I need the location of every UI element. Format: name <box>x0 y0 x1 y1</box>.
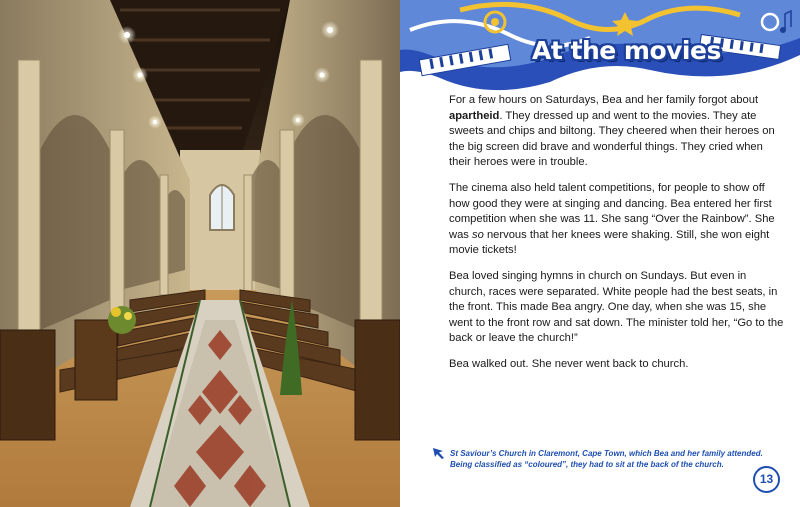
page-title: At the movies <box>532 36 721 65</box>
right-page <box>400 0 800 507</box>
page-number: 13 <box>753 466 780 493</box>
pointer-arrow-icon <box>432 447 445 459</box>
keyword-apartheid: apartheid <box>449 109 500 122</box>
emphasis-so: so <box>472 228 484 241</box>
paragraph-1-end: . They dressed up and went to the movies. They ate sweets and chips and biltong. They cheered when their heroes on the big screen did brave and wonderful things. They cried when their heroes were in trouble. <box>449 109 775 169</box>
paragraph-4: Bea walked out. She never went back to church. <box>449 357 689 370</box>
paragraph-2-start: The cinema also held talent competitions, for people to show off how good they were at singing and dancing. Bea entered her first competition when she was 11. She sang “Over the Rainbow”. She was <box>449 181 775 241</box>
caption-text: St Saviour’s Church in Claremont, Cape Town, which Bea and her family attended. Being classified as “coloured”, they had to sit at the back of the church. <box>450 449 763 469</box>
paragraph-2-end: nervous that her knees were shaking. Still, she won eight movie tickets! <box>449 228 770 257</box>
paragraph-1-start: For a few hours on Saturdays, Bea and her family forgot about <box>449 94 759 106</box>
story-text <box>449 93 785 383</box>
paragraph-2 <box>449 181 785 259</box>
paragraph-1 <box>449 93 785 171</box>
paragraph-3: Bea loved singing hymns in church on Sundays. But even in church, races were separated. White people had the best seats, in the front. This made Bea angry. One day, when she was 15, she went to the front row and sat down. The minister told her, “Go to the back or leave the church!” <box>449 269 784 345</box>
